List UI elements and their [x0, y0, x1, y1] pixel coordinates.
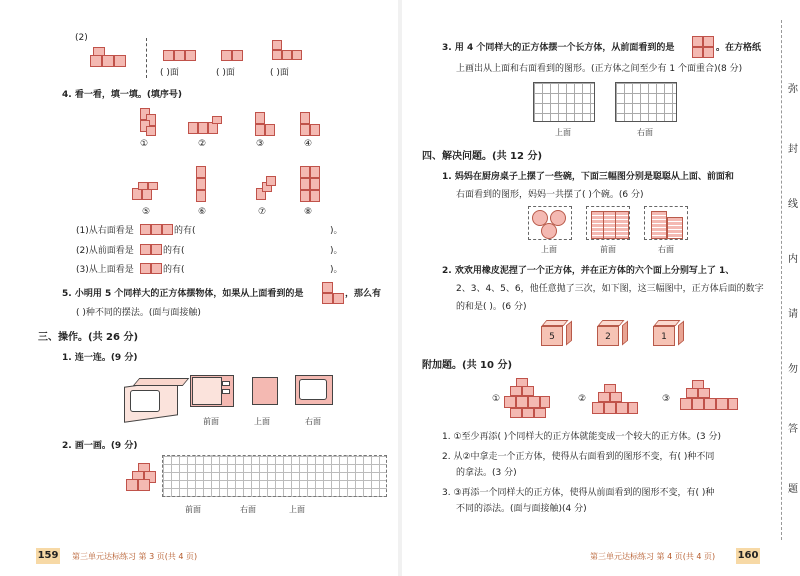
- q3-cap-top: 上面: [555, 128, 571, 137]
- q4-line3-end[interactable]: )。: [330, 265, 343, 275]
- seal-line: [781, 20, 783, 540]
- extra-q2-line2: 的拿法。(3 分): [456, 468, 517, 478]
- q4-label-2: ②: [198, 139, 207, 149]
- left-footer-text: 第三单元达标练习 第 3 页(共 4 页): [72, 552, 198, 561]
- q3-cap-right: 右面: [637, 128, 653, 137]
- s4q2-line1: 2. 欢欢用橡皮泥捏了一个正方体，并在正方体的六个面上分别写上了 1、: [442, 266, 735, 276]
- q5-line1b: ，那么有: [345, 289, 382, 299]
- bowls-front-view: [586, 206, 630, 240]
- s4q1-line2[interactable]: 右面看到的图形，妈妈一共摆了( )个碗。(6 分): [456, 190, 644, 200]
- s3-q1-title: 1. 连一连。(9 分): [62, 353, 138, 363]
- q5-line1a: 5. 小明用 5 个同样大的正方体摆物体，如果从上面看到的是: [62, 289, 304, 299]
- q4-line1-prefix: (1)从右面看是: [76, 226, 134, 236]
- q3-line1b: 。在方格纸: [716, 43, 762, 53]
- seal-char-1: 弥: [788, 84, 798, 95]
- q3-top-view-grid[interactable]: [533, 82, 595, 122]
- s3q1-cap-top: 上面: [254, 417, 270, 426]
- q3-line2: 上画出从上面和右面看到的图形。(正方体之间至少有 1 个面重合)(8 分): [456, 64, 743, 74]
- right-page: 3. 用 4 个同样大的正方体摆一个长方体，从前面看到的是 。在方格纸 上画出从上面和右面看到的图形。(正方体之间至少有 1 个面重合)(8 分) 上面 右面 四、解决问题。(共 12 分) 1. 妈妈在厨房桌子上摆了一些碗，下面三幅图分别是聪聪从上面、前面和 右面看到的图形，妈妈一共摆了( )个碗。(6 分) 上面 前面 右面 2. 欢欢用橡皮泥捏了一个正方体，并在正方体的六个面上分别写上了 1、 2、3、4、5、6，他任意抛了三次，如下图，这三幅图中，正方体后面的数字 的和是( )。(6 分) 5 2 1 附加题。(共 10 分) ① ② ③ 1. ①至少再添( )个同样大的正方体就能变成一个较大的正方体。(3 分) 2. 从②中拿走一个正方体，使得从右面看到的图形不变，有( )种不同 的拿法。(3 分) 3. ③再添一个同样大的正方体，使得从前面看到的图形不变，有( )种 不同的添法。(面与面接触)(4 分) 第三单元达标练习 第 4 页(共 4 页) 160: [400, 0, 800, 576]
- q4-label-8: ⑧: [304, 207, 313, 217]
- q4-line3-prefix: (3)从上面看是: [76, 265, 134, 275]
- s3q1-cap-front: 前面: [203, 417, 219, 426]
- extra-label-1: ①: [492, 394, 501, 404]
- extra-label-2: ②: [578, 394, 587, 404]
- s4q2-line2: 2、3、4、5、6，他任意抛了三次，如下图，这三幅图中，正方体后面的数字: [456, 284, 764, 294]
- q3-line1a: 3. 用 4 个同样大的正方体摆一个长方体，从前面看到的是: [442, 43, 675, 53]
- section-3-title: 三、操作。(共 26 分): [38, 332, 139, 343]
- s4q1-cap-front: 前面: [600, 245, 616, 254]
- left-page-number: 159: [36, 548, 60, 564]
- q2-blank-1[interactable]: ( )面: [160, 68, 179, 78]
- extra-q3-line2: 不同的添法。(面与面接触)(4 分): [456, 504, 587, 514]
- s4q1-line1: 1. 妈妈在厨房桌子上摆了一些碗，下面三幅图分别是聪聪从上面、前面和: [442, 172, 734, 182]
- bowls-top-view: [528, 206, 572, 240]
- s3-q2-title: 2. 画一画。(9 分): [62, 441, 138, 451]
- s3q2-cap-front: 前面: [185, 505, 201, 514]
- q2-blank-2[interactable]: ( )面: [216, 68, 235, 78]
- q4-line1-end[interactable]: )。: [330, 226, 343, 236]
- extra-q1[interactable]: 1. ①至少再添( )个同样大的正方体就能变成一个较大的正方体。(3 分): [442, 432, 722, 442]
- seal-char-7: 答: [788, 424, 798, 435]
- s4q1-cap-right: 右面: [658, 245, 674, 254]
- q4-label-3: ③: [256, 139, 265, 149]
- q5-line2[interactable]: ( )种不同的摆法。(面与面接触): [76, 308, 201, 318]
- seal-char-4: 内: [788, 254, 798, 265]
- q4-label-1: ①: [140, 139, 149, 149]
- seal-char-5: 请: [788, 309, 798, 320]
- q4-label-7: ⑦: [258, 207, 267, 217]
- q4-label-4: ④: [304, 139, 313, 149]
- q4-title: 4. 看一看，填一填。(填序号): [62, 90, 183, 100]
- extra-q3-line1[interactable]: 3. ③再添一个同样大的正方体，使得从前面看到的图形不变，有( )种: [442, 488, 715, 498]
- q2-divider: [146, 38, 147, 78]
- seal-char-8: 题: [788, 484, 798, 495]
- q3-right-view-grid[interactable]: [615, 82, 677, 122]
- section-4-title: 四、解决问题。(共 12 分): [422, 151, 543, 162]
- q4-line2-end[interactable]: )。: [330, 246, 343, 256]
- extra-label-3: ③: [662, 394, 671, 404]
- extra-q2-line1[interactable]: 2. 从②中拿走一个正方体，使得从右面看到的图形不变，有( )种不同: [442, 452, 715, 462]
- s3q2-cap-top: 上面: [289, 505, 305, 514]
- s4q1-cap-top: 上面: [541, 245, 557, 254]
- q4-line3-mid: 的有(: [163, 265, 185, 275]
- q4-label-6: ⑥: [198, 207, 207, 217]
- right-page-number: 160: [736, 548, 760, 564]
- extra-title: 附加题。(共 10 分): [422, 360, 513, 371]
- q4-line1-mid: 的有(: [174, 226, 196, 236]
- q4-line2-mid: 的有(: [163, 246, 185, 256]
- q4-line2-prefix: (2)从前面看是: [76, 246, 134, 256]
- seal-char-6: 勿: [788, 364, 798, 375]
- q2-blank-3[interactable]: ( )面: [270, 68, 289, 78]
- q2-label: (2): [75, 33, 88, 43]
- bowls-right-view: [644, 206, 688, 240]
- q4-label-5: ⑤: [142, 207, 151, 217]
- seal-char-3: 线: [788, 199, 798, 210]
- s3q1-cap-right: 右面: [305, 417, 321, 426]
- seal-char-2: 封: [788, 144, 798, 155]
- s3q2-cap-right: 右面: [240, 505, 256, 514]
- s3q2-drawing-grid[interactable]: [162, 455, 387, 497]
- right-footer-text: 第三单元达标练习 第 4 页(共 4 页): [590, 552, 716, 561]
- s4q2-line3[interactable]: 的和是( )。(6 分): [456, 302, 527, 312]
